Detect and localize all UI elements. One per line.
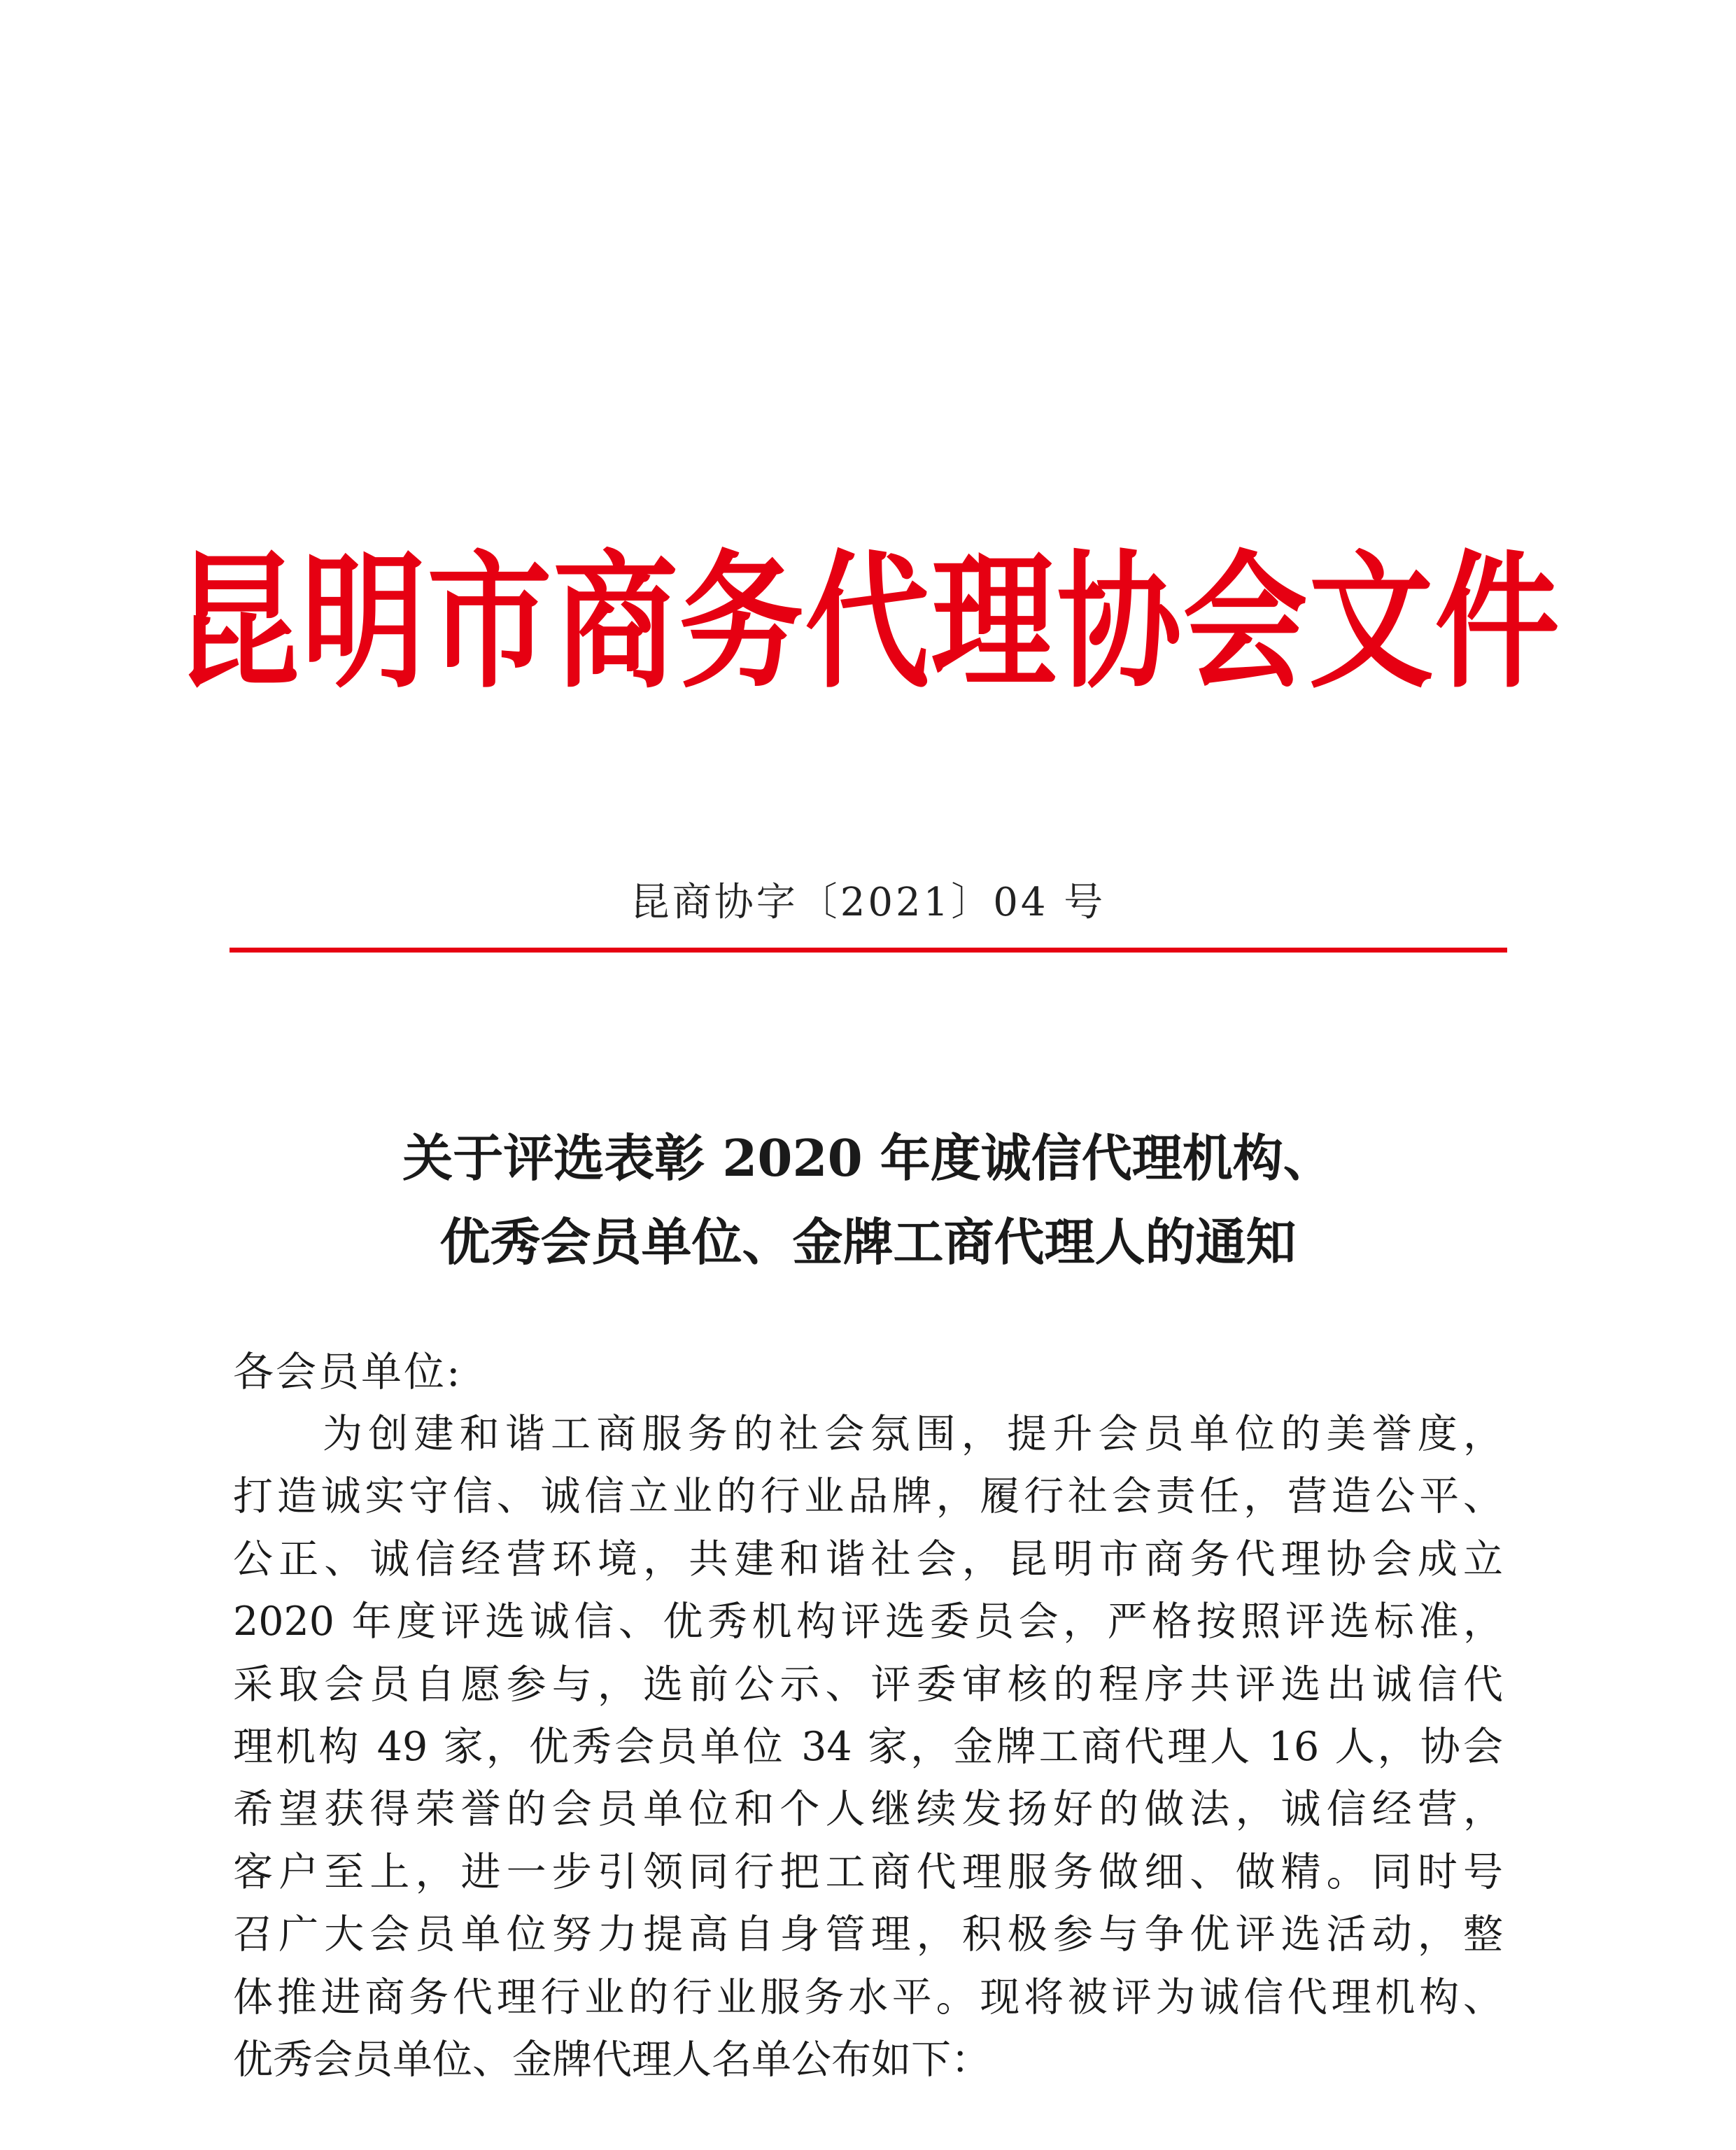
notice-title [210,1116,1526,1284]
body-line: 优秀会员单位、金牌代理人名单公布如下： [233,2036,991,2083]
notice-title-line-1: 关于评选表彰 2020 年度诚信代理机构、 [402,1128,1334,1188]
body-line: 为创建和谐工商服务的社会氛围，提升会员单位的美誉度， [323,1411,1503,1457]
salutation: 各会员单位: [233,1348,463,1396]
body-line: 2020 年度评选诚信、优秀机构评选委员会，严格按照评选标准， [233,1599,1503,1645]
body-line: 公正、诚信经营环境，共建和谐社会，昆明市商务代理协会成立 [233,1536,1503,1582]
notice-body [233,1403,1503,2091]
body-line: 召广大会员单位努力提高自身管理，积极参与争优评选活动，整 [233,1911,1503,1958]
red-divider-line [230,948,1507,953]
body-line: 理机构 49 家，优秀会员单位 34 家，金牌工商代理人 16 人，协会 [233,1723,1503,1770]
body-line: 客户至上，进一步引领同行把工商代理服务做细、做精。同时号 [233,1848,1503,1895]
body-line: 希望获得荣誉的会员单位和个人继续发扬好的做法，诚信经营， [233,1786,1503,1833]
body-line: 打造诚实守信、诚信立业的行业品牌，履行社会责任，营造公平、 [233,1473,1503,1520]
notice-title-line-2: 优秀会员单位、金牌工商代理人的通知 [439,1212,1297,1272]
document-masthead: 昆明市商务代理协会文件 [175,537,1561,708]
document-number: 昆商协字〔2021〕04 号 [630,880,1106,925]
body-line: 体推进商务代理行业的行业服务水平。现将被评为诚信代理机构、 [233,1974,1503,2021]
body-line: 采取会员自愿参与，选前公示、评委审核的程序共评选出诚信代 [233,1661,1503,1708]
